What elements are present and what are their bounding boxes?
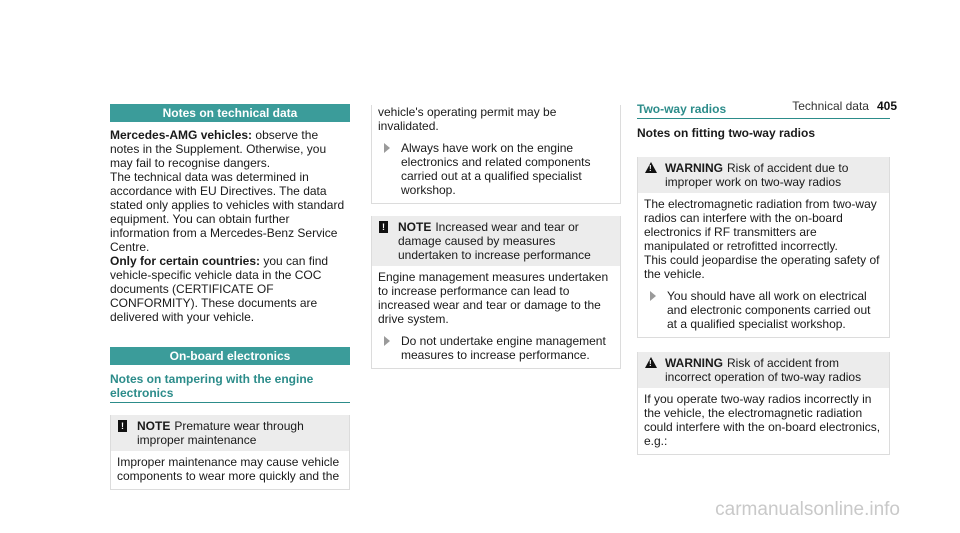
arrow-icon (384, 336, 390, 346)
page-number: 405 (876, 99, 897, 113)
notice-label: NOTE (398, 220, 432, 234)
warning-triangle-icon (645, 162, 657, 173)
technical-data-heading: Notes on technical data (110, 104, 350, 122)
warning-box-header (638, 352, 889, 388)
header-title: Technical data (792, 99, 869, 113)
warning-title-text: Risk of accident due to improper work on two-way radios (665, 161, 849, 189)
step-specialist (378, 141, 614, 197)
notice-body: Improper maintenance may cause vehicle components to wear more quickly and the (117, 455, 340, 483)
notice-box-header (111, 415, 349, 451)
arrow-icon (650, 291, 656, 301)
step-text: Do not undertake engine management measures to increase performance. (401, 334, 606, 362)
notice-icon: ! (379, 221, 388, 233)
countries-label: Only for certain countries: (110, 254, 261, 268)
notice-box-body (372, 266, 620, 368)
step-electrical-work (644, 289, 883, 331)
amg-paragraph (110, 128, 350, 170)
amg-label: Mercedes-AMG vehicles: (110, 128, 253, 142)
notice-title (137, 419, 343, 447)
warning-box-body (638, 388, 889, 454)
notice-label: NOTE (137, 419, 171, 433)
notice-box-maintenance (110, 415, 350, 490)
warning-box-improper-work (637, 157, 890, 338)
step-text: Always have work on the engine electronics and related components carried out at a qualified specialist workshop. (401, 141, 591, 197)
warning-title (665, 356, 883, 384)
notice-box-continued (371, 105, 621, 204)
notice-box-performance (371, 216, 621, 369)
warning-label: WARNING (665, 161, 723, 175)
notice-box-header (372, 216, 620, 266)
column-1 (110, 104, 350, 490)
notice-continued-body (372, 105, 620, 203)
amg-text: observe the notes in the Supplement. Otherwise, you may fail to recognise dangers. (110, 128, 327, 170)
step-text: You should have all work on electrical and electronic components carried out at a qualified specialist workshop. (667, 289, 871, 331)
countries-paragraph (110, 254, 350, 324)
warning-label: WARNING (665, 356, 723, 370)
column-2 (371, 105, 621, 369)
notice-box-body (111, 451, 349, 489)
tampering-heading: Notes on tampering with the engine electronics (110, 372, 350, 403)
warning-body: If you operate two-way radios incorrectly in the vehicle, the electromagnetic radiation could interfere with the on-board electronics, e.g.: (644, 392, 881, 448)
notice-title-text: Increased wear and tear or damage caused by measures undertaken to increase performance (398, 220, 591, 262)
warning-box-header (638, 157, 889, 193)
notice-icon: ! (118, 420, 127, 432)
warning-body-2: This could jeopardise the operating safety of the vehicle. (644, 253, 880, 281)
column-3 (637, 102, 890, 455)
notice-title-text: Premature wear through improper maintenance (137, 419, 304, 447)
step-no-tuning (378, 334, 614, 362)
fitting-heading: Notes on fitting two-way radios (637, 126, 816, 140)
warning-box-body (638, 193, 889, 337)
countries-text: you can find vehicle-specific vehicle data in the COC documents (CERTIFICATE OF CONFORMITY). These documents are delivered with your vehicle. (110, 254, 329, 324)
warning-body-1: The electromagnetic radiation from two-way radios can interfere with the on-board electronics if RF transmitters are manipulated or retrofitted incorrectly. (644, 197, 877, 253)
warning-box-incorrect-operation (637, 352, 890, 455)
warning-title-text: Risk of accident from incorrect operation of two-way radios (665, 356, 862, 384)
two-way-radios-heading: Two-way radios (637, 102, 890, 119)
notice-body: Engine management measures undertaken to increase performance can lead to increased wear and tear or damage to the drive system. (378, 270, 609, 326)
continued-text: vehicle's operating permit may be invalidated. (378, 105, 557, 133)
warning-triangle-icon (645, 357, 657, 368)
watermark: carmanualsonline.info (715, 499, 900, 520)
onboard-electronics-heading: On-board electronics (110, 347, 350, 365)
determined-paragraph: The technical data was determined in accordance with EU Directives. The data stated only applies to vehicles with standard equipment. You can obtain further information from a Mercedes-Benz Service Centre. (110, 170, 345, 254)
arrow-icon (384, 143, 390, 153)
notice-title (398, 220, 614, 262)
warning-title (665, 161, 883, 189)
